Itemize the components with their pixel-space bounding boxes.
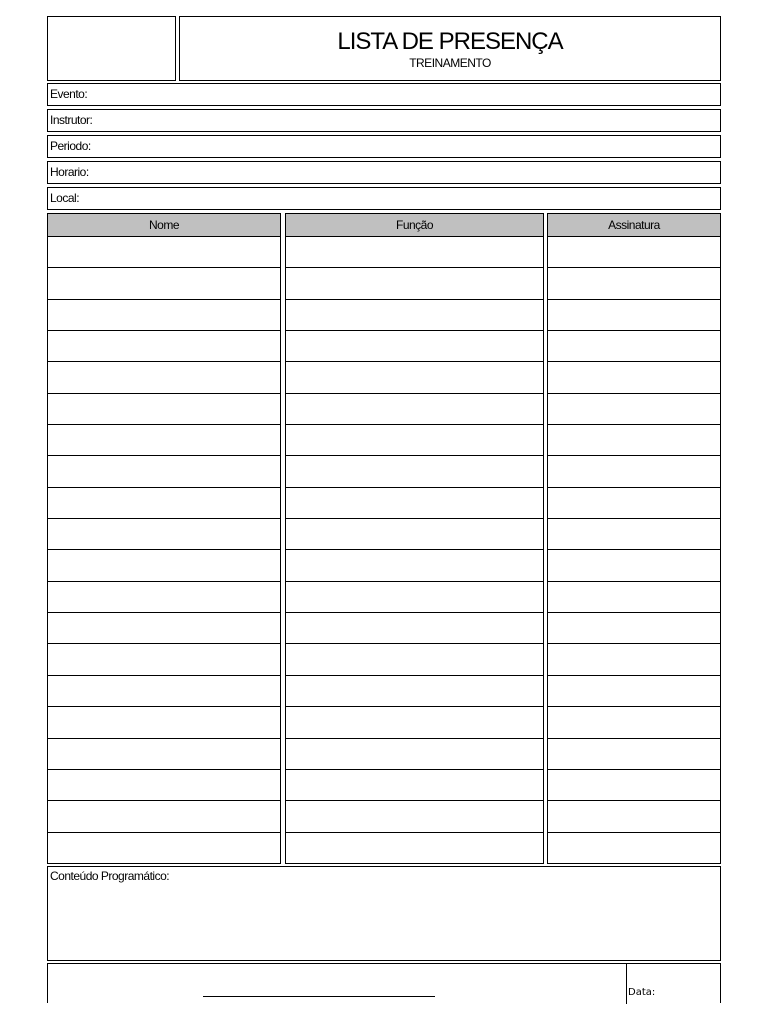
header-title-box [179, 16, 721, 81]
funcao-column-header: Função [286, 214, 543, 237]
table-cell[interactable] [48, 833, 280, 864]
table-cell[interactable] [548, 550, 720, 581]
data-label: Data: [628, 987, 656, 998]
nome-column-header: Nome [48, 214, 280, 237]
table-cell[interactable] [286, 801, 543, 832]
table-cell[interactable] [548, 833, 720, 864]
table-cell[interactable] [286, 519, 543, 550]
table-cell[interactable] [286, 613, 543, 644]
assinatura-rows [548, 237, 720, 864]
table-cell[interactable] [48, 582, 280, 613]
instrutor-label: Instrutor: [50, 113, 93, 127]
table-cell[interactable] [548, 237, 720, 268]
table-cell[interactable] [286, 456, 543, 487]
table-cell[interactable] [48, 300, 280, 331]
table-cell[interactable] [48, 739, 280, 770]
local-label: Local: [50, 191, 80, 205]
table-cell[interactable] [286, 770, 543, 801]
nome-column [47, 213, 281, 864]
table-cell[interactable] [548, 770, 720, 801]
table-cell[interactable] [48, 394, 280, 425]
table-cell[interactable] [286, 833, 543, 864]
periodo-field[interactable] [47, 135, 721, 158]
table-cell[interactable] [548, 300, 720, 331]
table-cell[interactable] [48, 707, 280, 738]
table-cell[interactable] [48, 770, 280, 801]
table-cell[interactable] [548, 613, 720, 644]
conteudo-programatico-label: Conteúdo Programático: [50, 869, 170, 883]
table-cell[interactable] [548, 676, 720, 707]
table-cell[interactable] [286, 268, 543, 299]
table-cell[interactable] [286, 676, 543, 707]
table-cell[interactable] [48, 237, 280, 268]
horario-field[interactable] [47, 161, 721, 184]
logo-placeholder [47, 16, 176, 81]
table-cell[interactable] [286, 582, 543, 613]
table-cell[interactable] [48, 550, 280, 581]
table-cell[interactable] [548, 394, 720, 425]
table-cell[interactable] [48, 801, 280, 832]
nome-rows [48, 237, 280, 864]
table-cell[interactable] [548, 519, 720, 550]
horario-label: Horario: [50, 165, 89, 179]
table-cell[interactable] [286, 331, 543, 362]
footer-divider [626, 964, 627, 1004]
page-subtitle: TREINAMENTO [409, 56, 491, 70]
assinatura-column-header: Assinatura [548, 214, 720, 237]
page-title: LISTA DE PRESENÇA [337, 28, 563, 55]
local-field[interactable] [47, 187, 721, 210]
table-cell[interactable] [48, 362, 280, 393]
funcao-column [285, 213, 544, 864]
table-cell[interactable] [48, 331, 280, 362]
evento-field[interactable] [47, 83, 721, 106]
table-cell[interactable] [48, 644, 280, 675]
table-cell[interactable] [548, 644, 720, 675]
instrutor-field[interactable] [47, 109, 721, 132]
table-cell[interactable] [548, 456, 720, 487]
table-cell[interactable] [286, 300, 543, 331]
table-cell[interactable] [286, 550, 543, 581]
table-cell[interactable] [48, 676, 280, 707]
table-cell[interactable] [48, 613, 280, 644]
table-cell[interactable] [548, 488, 720, 519]
footer-box [47, 963, 721, 1003]
table-cell[interactable] [548, 331, 720, 362]
periodo-label: Periodo: [50, 139, 91, 153]
table-cell[interactable] [48, 519, 280, 550]
table-cell[interactable] [286, 425, 543, 456]
assinatura-column [547, 213, 721, 864]
table-cell[interactable] [548, 425, 720, 456]
table-cell[interactable] [286, 488, 543, 519]
conteudo-programatico-box[interactable] [47, 866, 721, 961]
table-cell[interactable] [548, 707, 720, 738]
funcao-rows [286, 237, 543, 864]
table-cell[interactable] [286, 739, 543, 770]
table-cell[interactable] [548, 801, 720, 832]
table-cell[interactable] [286, 362, 543, 393]
table-cell[interactable] [548, 582, 720, 613]
evento-label: Evento: [50, 87, 88, 101]
table-cell[interactable] [48, 425, 280, 456]
table-cell[interactable] [286, 237, 543, 268]
table-cell[interactable] [48, 456, 280, 487]
table-cell[interactable] [286, 644, 543, 675]
table-cell[interactable] [548, 268, 720, 299]
table-cell[interactable] [48, 488, 280, 519]
table-cell[interactable] [286, 394, 543, 425]
table-cell[interactable] [286, 707, 543, 738]
table-cell[interactable] [548, 362, 720, 393]
table-cell[interactable] [48, 268, 280, 299]
signature-line [203, 996, 435, 997]
table-cell[interactable] [548, 739, 720, 770]
